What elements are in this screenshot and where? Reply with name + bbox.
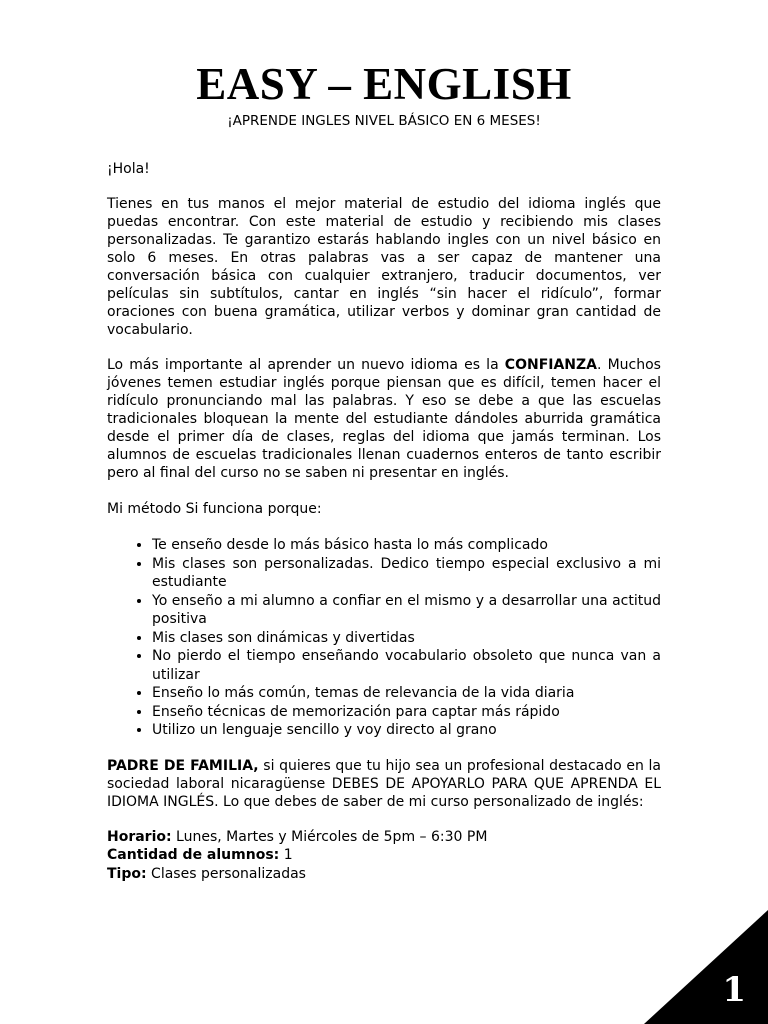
document-page [107,58,661,883]
parents-text: si quieres que tu hijo sea un profesional destacado en la sociedad laboral nicaragüense DEBES DE APOYARLO PARA QUE APRENDA EL IDIOMA INGLÉS. Lo que debes de saber de mi curso personalizado de inglés: [107,757,661,810]
method-bullet-list [107,536,661,740]
page-title: EASY – ENGLISH [196,59,572,109]
parents-paragraph [107,757,661,811]
greeting: ¡Hola! [107,161,150,177]
course-info [107,828,661,884]
page-subtitle: ¡APRENDE INGLES NIVEL BÁSICO EN 6 MESES! [227,113,541,129]
schedule-label: Horario: [107,828,172,845]
type-line [107,865,661,884]
students-label: Cantidad de alumnos: [107,847,280,863]
type-value: Clases personalizadas [146,865,306,882]
page-number: 1 [722,970,746,1010]
bullet-item: • No pierdo el tiempo enseñando vocabulario obsoleto que nunca van a utilizar [152,647,661,684]
bullet-item: • Utilizo un lenguaje sencillo y voy directo al grano [152,721,661,740]
method-intro: Mi método Si funciona porque: [107,501,322,517]
type-label: Tipo: [107,865,147,882]
bullet-item: • Mis clases son dinámicas y divertidas [152,629,661,648]
bullet-item: • Yo enseño a mi alumno a confiar en el mismo y a desarrollar una actitud positiva [152,592,661,629]
schedule-value: Lunes, Martes y Miércoles de 5pm – 6:30 PM [171,828,488,845]
intro-paragraph: Tienes en tus manos el mejor material de estudio del idioma inglés que puedas encontrar. Con este material de estudio y recibiendo mis clases personalizadas. Te garantizo estarás hablando ingles con un nivel básico en solo 6 meses. En otras palabras vas a ser capaz de mantener una conversación básica con cualquier extranjero, traducir documentos, ver películas sin subtítulos, cantar en inglés “sin hacer el ridículo”, formar oraciones con buena gramática, utilizar verbos y dominar gran cantidad de vocabulario. [107,196,661,338]
bullet-item: • Te enseño desde lo más básico hasta lo más complicado [152,536,661,555]
bullet-item: • Enseño técnicas de memorización para captar más rápido [152,703,661,722]
confidence-paragraph-start: Lo más importante al aprender un nuevo idioma es la [107,357,505,373]
students-line [107,846,661,865]
schedule-line [107,828,661,847]
corner-triangle [644,910,768,1024]
confidence-paragraph-end: . Muchos jóvenes temen estudiar inglés porque piensan que es difícil, temen hacer el ridículo pronunciando mal las palabras. Y eso se debe a que las escuelas tradicionales bloquean la mente del estudiante dándoles aburrida gramática desde el primer día de clases, reglas del idioma que jamás terminan. Los alumnos de escuelas tradicionales llenan cuadernos enteros de tanto escribir pero al final del curso no se saben ni presentar en inglés. [107,357,661,481]
confidence-paragraph [107,356,661,482]
confidence-keyword: CONFIANZA [504,357,597,373]
bullet-item: • Enseño lo más común, temas de relevancia de la vida diaria [152,684,661,703]
bullet-item: • Mis clases son personalizadas. Dedico tiempo especial exclusivo a mi estudiante [152,555,661,592]
students-value: 1 [279,847,293,863]
parents-heading: PADRE DE FAMILIA, [107,757,259,774]
